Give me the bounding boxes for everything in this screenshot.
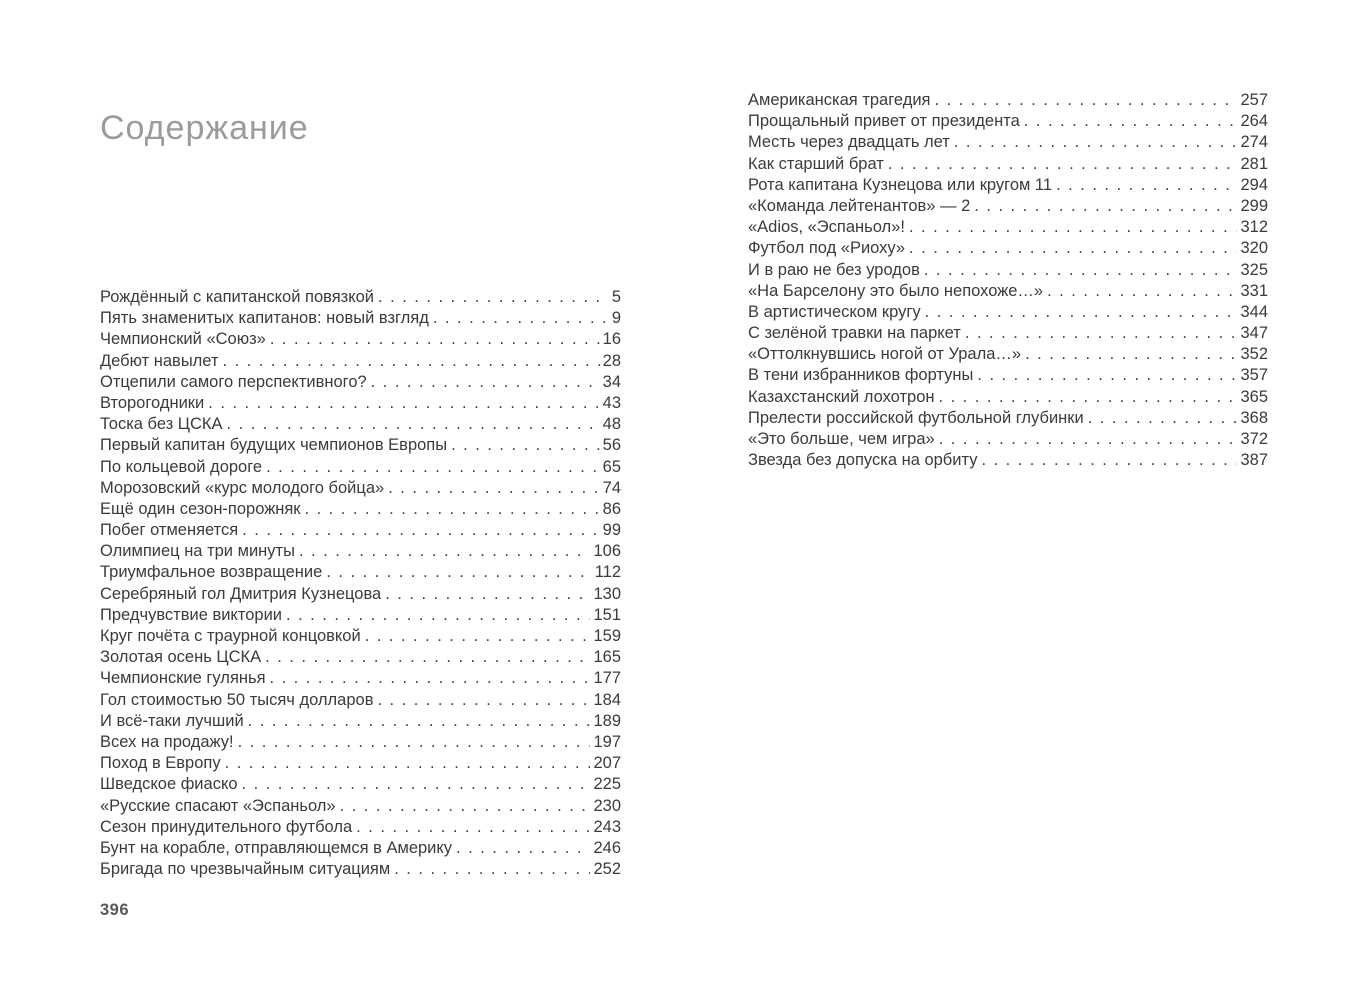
toc-entry (748, 450, 1268, 471)
toc-entry (100, 520, 621, 541)
dot-leader (451, 435, 600, 456)
toc-entry (748, 281, 1268, 302)
entry-title: Побег отменяется (100, 521, 239, 540)
entry-title: Триумфальное возвращение (100, 563, 323, 582)
toc-entry (100, 774, 621, 795)
dot-leader (939, 429, 1238, 450)
toc-entry (748, 408, 1268, 429)
dot-leader (227, 414, 600, 435)
dot-leader (265, 647, 590, 668)
entry-page-number: 299 (1240, 196, 1268, 215)
entry-title: В артистическом кругу (748, 302, 921, 321)
entry-title: Морозовский «курс молодого бойца» (100, 478, 385, 497)
dot-leader (238, 732, 591, 753)
entry-title: Золотая осень ЦСКА (100, 648, 262, 667)
entry-page-number: 357 (1240, 366, 1268, 385)
entry-page-number: 112 (594, 563, 621, 582)
dot-leader (385, 584, 590, 605)
entry-page-number: 387 (1240, 451, 1268, 470)
entry-page-number: 246 (593, 838, 621, 857)
entry-title: Американская трагедия (748, 91, 931, 109)
toc-entry (748, 111, 1268, 132)
toc-entry (100, 372, 621, 393)
entry-title: Звезда без допуска на орбиту (748, 451, 978, 470)
entry-title: Дебют навылет (100, 351, 219, 370)
entry-page-number: 184 (593, 690, 621, 709)
entry-page-number: 352 (1240, 345, 1268, 364)
dot-leader (924, 260, 1238, 281)
entry-title: Пять знаменитых капитанов: новый взгляд (100, 309, 429, 328)
entry-page-number: 197 (593, 732, 621, 751)
toc-entry (748, 323, 1268, 344)
dot-leader (934, 90, 1237, 111)
toc-entry (100, 753, 621, 774)
entry-page-number: 16 (602, 330, 621, 349)
entry-title: По кольцевой дороге (100, 457, 263, 476)
toc-entry (748, 196, 1268, 217)
dot-leader (888, 154, 1238, 175)
entry-page-number: 74 (602, 478, 621, 497)
folio-page-number: 396 (100, 901, 130, 919)
dot-leader (965, 323, 1238, 344)
dot-leader (270, 668, 591, 689)
entry-page-number: 368 (1240, 408, 1268, 427)
entry-title: Отцепили самого перспективного? (100, 372, 367, 391)
dot-leader (939, 387, 1238, 408)
entry-page-number: 365 (1240, 387, 1268, 406)
toc-entry (100, 393, 621, 414)
entry-page-number: 264 (1240, 112, 1268, 131)
entry-page-number: 372 (1240, 430, 1268, 448)
entry-title: «Русские спасают «Эспаньол» (100, 796, 336, 815)
dot-leader (925, 302, 1238, 323)
entry-title: Чемпионский «Союз» (100, 330, 266, 349)
toc-entry (100, 329, 621, 350)
entry-page-number: 189 (593, 711, 621, 730)
dot-leader (954, 132, 1238, 153)
entry-title: Шведское фиаско (100, 775, 238, 794)
dot-leader (1047, 281, 1237, 302)
dot-leader (225, 753, 591, 774)
dot-leader (981, 450, 1237, 471)
entry-title: Всех на продажу! (100, 732, 234, 751)
entry-page-number: 65 (602, 457, 621, 476)
dot-leader (394, 859, 590, 880)
toc-entry (748, 260, 1268, 281)
entry-page-number: 257 (1240, 91, 1268, 109)
entry-page-number: 159 (593, 627, 621, 645)
entry-page-number: 48 (602, 415, 621, 434)
toc-entry (748, 238, 1268, 259)
dot-leader (326, 562, 591, 583)
toc-entry (100, 859, 621, 880)
entry-page-number: 274 (1240, 133, 1268, 152)
toc-column-left (100, 287, 621, 880)
entry-page-number: 320 (1240, 239, 1268, 258)
dot-leader (1056, 175, 1237, 196)
entry-title: Прелести российской футбольной глубинки (748, 408, 1084, 427)
dot-leader (371, 372, 600, 393)
toc-entry (748, 387, 1268, 408)
toc-entry (748, 175, 1268, 196)
toc-entry (748, 132, 1268, 153)
toc-entry (100, 732, 621, 753)
entry-title: И всё-таки лучший (100, 711, 244, 730)
dot-leader (248, 711, 591, 732)
entry-title: «Оттолкнувшись ногой от Урала…» (748, 345, 1022, 364)
entry-page-number: 281 (1240, 154, 1268, 173)
entry-title: Бригада по чрезвычайным ситуациям (100, 860, 391, 879)
dot-leader (365, 626, 591, 647)
toc-entry (100, 838, 621, 859)
entry-page-number: 225 (593, 775, 621, 794)
toc-entry (100, 817, 621, 838)
entry-title: Серебряный гол Дмитрия Кузнецова (100, 584, 382, 603)
entry-page-number: 252 (593, 860, 621, 879)
entry-title: Рождённый с капитанской повязкой (100, 288, 375, 306)
entry-page-number: 151 (593, 605, 621, 624)
dot-leader (266, 457, 600, 478)
entry-page-number: 5 (611, 288, 621, 306)
entry-title: Бунт на корабле, отправляющемся в Америку (100, 838, 453, 857)
toc-entry (748, 344, 1268, 365)
toc-entry (100, 457, 621, 478)
entry-title: Как старший брат (748, 154, 884, 173)
toc-entry (748, 90, 1268, 111)
dot-leader (977, 365, 1237, 386)
toc-entry (100, 499, 621, 520)
entry-page-number: 130 (593, 584, 621, 603)
entry-title: Прощальный привет от президента (748, 112, 1020, 131)
toc-column-right (748, 90, 1268, 471)
toc-entry (748, 302, 1268, 323)
entry-page-number: 312 (1240, 218, 1268, 237)
toc-entry (100, 414, 621, 435)
toc-entry (100, 435, 621, 456)
entry-page-number: 294 (1240, 175, 1268, 194)
entry-page-number: 9 (611, 309, 621, 328)
entry-page-number: 34 (602, 372, 621, 391)
entry-title: Футбол под «Риоху» (748, 239, 906, 258)
toc-entry (100, 796, 621, 817)
dot-leader (305, 499, 600, 520)
toc-entry (100, 626, 621, 647)
entry-title: Рота капитана Кузнецова или кругом 11 (748, 175, 1053, 194)
toc-entry (100, 478, 621, 499)
dot-leader (456, 838, 590, 859)
entry-page-number: 347 (1240, 324, 1268, 343)
toc-entry (100, 584, 621, 605)
dot-leader (299, 541, 591, 562)
dot-leader (286, 605, 590, 626)
entry-page-number: 106 (593, 542, 621, 561)
toc-entry (748, 154, 1268, 175)
entry-title: Ещё один сезон-порожняк (100, 499, 301, 518)
dot-leader (340, 796, 591, 817)
dot-leader (1088, 408, 1238, 429)
entry-page-number: 243 (593, 817, 621, 836)
entry-title: В тени избранников фортуны (748, 366, 974, 385)
entry-page-number: 99 (602, 521, 621, 540)
dot-leader (208, 393, 599, 414)
toc-entry (100, 647, 621, 668)
entry-title: И в раю не без уродов (748, 260, 920, 279)
toc-entry (748, 365, 1268, 386)
entry-page-number: 325 (1240, 260, 1268, 279)
toc-entry (100, 562, 621, 583)
dot-leader (909, 238, 1237, 259)
entry-title: Сезон принудительного футбола (100, 817, 353, 836)
entry-page-number: 207 (593, 754, 621, 773)
toc-entry (100, 668, 621, 689)
entry-page-number: 86 (602, 499, 621, 518)
dot-leader (378, 287, 609, 308)
entry-title: «Команда лейтенантов» — 2 (748, 196, 971, 215)
entry-title: Тоска без ЦСКА (100, 415, 223, 434)
dot-leader (974, 196, 1237, 217)
entry-page-number: 28 (602, 351, 621, 370)
entry-page-number: 43 (602, 393, 621, 412)
entry-title: Поход в Европу (100, 754, 221, 773)
dot-leader (223, 351, 600, 372)
entry-title: Месть через двадцать лет (748, 133, 950, 152)
toc-entry (100, 541, 621, 562)
toc-entry (100, 308, 621, 329)
entry-title: «Это больше, чем игра» (748, 430, 935, 448)
entry-title: Круг почёта с траурной концовкой (100, 627, 361, 645)
entry-title: Гол стоимостью 50 тысяч долларов (100, 690, 374, 709)
dot-leader (356, 817, 590, 838)
toc-entry (748, 429, 1268, 450)
entry-page-number: 344 (1240, 302, 1268, 321)
dot-leader (909, 217, 1238, 238)
entry-title: «Adios, «Эспаньол»! (748, 218, 905, 237)
entry-title: Чемпионские гулянья (100, 669, 266, 688)
entry-title: «На Барселону это было непохоже…» (748, 281, 1044, 300)
toc-entry (100, 690, 621, 711)
toc-entry (100, 287, 621, 308)
toc-entry (100, 351, 621, 372)
entry-title: Первый капитан будущих чемпионов Европы (100, 436, 448, 455)
entry-title: Олимпиец на три минуты (100, 542, 295, 561)
dot-leader (388, 478, 599, 499)
page-title: Содержание (100, 108, 309, 147)
dot-leader (270, 329, 600, 350)
toc-entry (100, 605, 621, 626)
entry-page-number: 331 (1240, 281, 1268, 300)
dot-leader (242, 520, 599, 541)
entry-title: Предчувствие виктории (100, 605, 282, 624)
entry-title: Второгодники (100, 393, 205, 412)
toc-entry (748, 217, 1268, 238)
entry-title: С зелёной травки на паркет (748, 324, 961, 343)
dot-leader (377, 690, 590, 711)
dot-leader (1024, 111, 1238, 132)
dot-leader (242, 774, 591, 795)
entry-page-number: 230 (593, 796, 621, 815)
toc-entry (100, 711, 621, 732)
entry-title: Казахстанский лохотрон (748, 387, 935, 406)
entry-page-number: 165 (593, 648, 621, 667)
entry-page-number: 177 (593, 669, 621, 688)
entry-page-number: 56 (602, 436, 621, 455)
dot-leader (433, 308, 609, 329)
dot-leader (1025, 344, 1237, 365)
